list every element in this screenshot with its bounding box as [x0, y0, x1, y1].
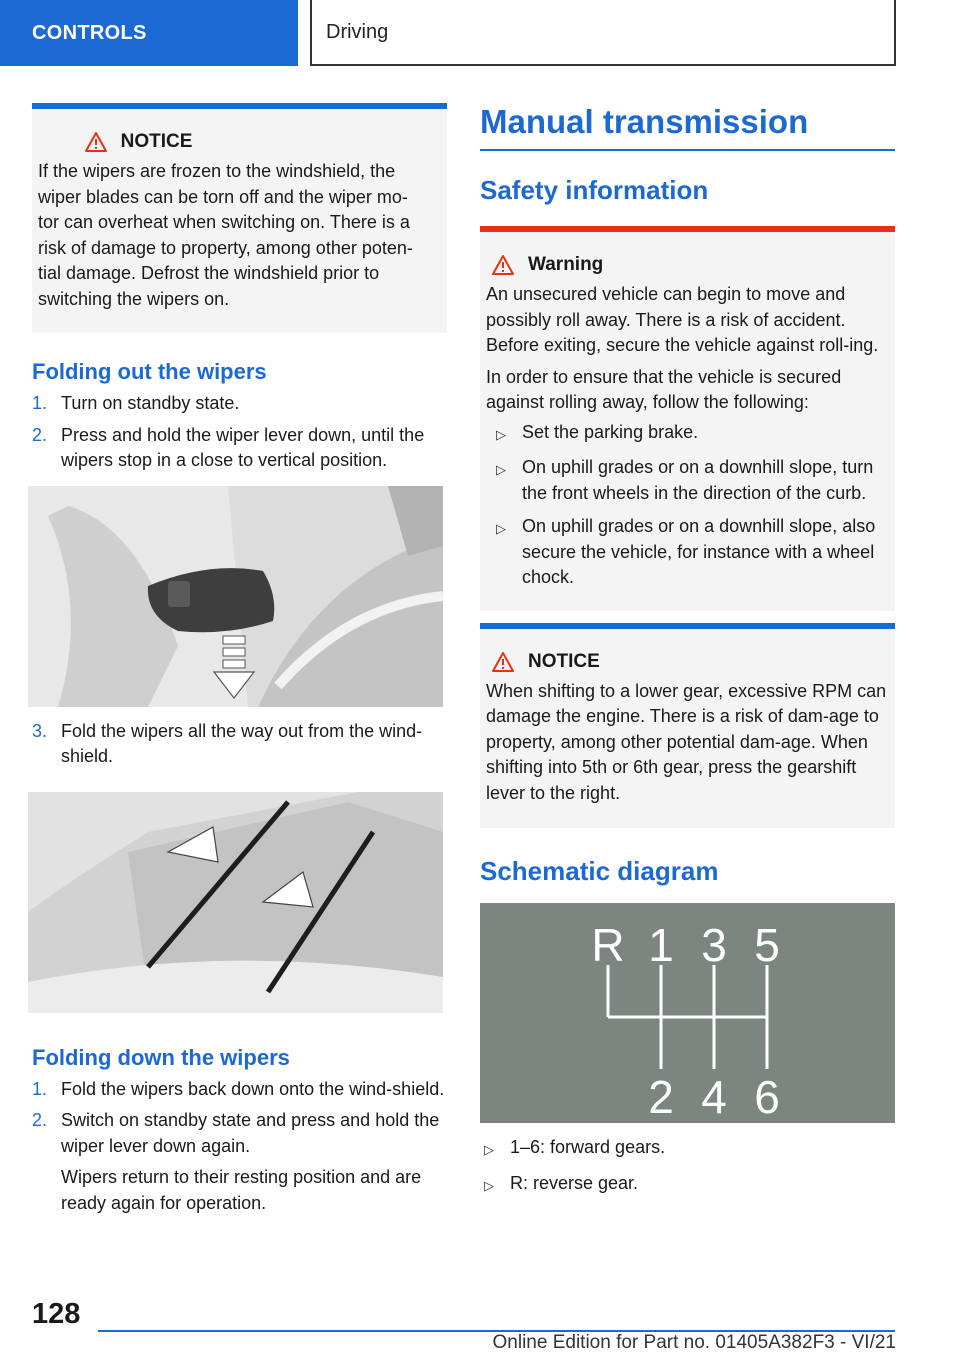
section-tab: CONTROLS: [0, 0, 298, 66]
left-column: [32, 103, 447, 1216]
triangle-bullet-icon: ▷: [496, 462, 506, 477]
notice-title: NOTICE: [120, 131, 193, 152]
step-text: Fold the wipers all the way out from the wind-shield.: [61, 720, 423, 766]
list-item: [32, 423, 447, 474]
list-item: [496, 455, 887, 506]
notice-paragraph: When shifting to a lower gear, excessive RPM can damage the engine. There is a risk of dam-age to property, among other potential dam-age. When shifting into 5th or 6th gear, press the gearshift lever to the right.: [486, 680, 887, 803]
gear-label-2: 2: [648, 1071, 674, 1123]
gear-schematic: [480, 903, 895, 1123]
warning-paragraph: In order to ensure that the vehicle is secured against rolling away, follow the following:: [486, 366, 842, 412]
bullet-text: On uphill grades or on a downhill slope, also secure the vehicle, for instance with a wheel chock.: [522, 516, 876, 587]
gear-label-4: 4: [701, 1071, 727, 1123]
gear-label-6: 6: [754, 1071, 780, 1123]
list-item: [484, 1135, 895, 1163]
heading-folding-out: Folding out the wipers: [32, 359, 267, 384]
heading-folding-down: Folding down the wipers: [32, 1044, 290, 1070]
list-item: [484, 1171, 895, 1199]
steps-folding-out: [32, 391, 447, 474]
notice-header: [486, 651, 887, 673]
bullet-text: Set the parking brake.: [522, 421, 699, 442]
list-item: [496, 420, 887, 448]
gear-label-5: 5: [754, 919, 780, 971]
chapter-title: Driving: [310, 0, 896, 66]
warning-bullets: [486, 420, 887, 591]
step-text: Fold the wipers back down onto the wind-shield.: [61, 1078, 445, 1099]
page-number: 128: [32, 1298, 81, 1330]
list-item: [32, 391, 447, 417]
wiper-lever-photo: [28, 486, 443, 707]
step-number: 1.: [32, 393, 48, 413]
step-text: Press and hold the wiper lever down, until the wipers stop in a close to vertical position.: [61, 424, 425, 470]
legend-text: R: reverse gear.: [510, 1172, 639, 1193]
notice-line: wiper blades can be torn off and the wiper mo-: [38, 186, 408, 207]
warning-title: Warning: [528, 254, 604, 275]
step-number: 2.: [32, 1110, 48, 1130]
windshield-illustration: [28, 792, 443, 1013]
page-title: Manual transmission: [480, 103, 895, 151]
list-item: [32, 719, 447, 770]
step-number: 3.: [32, 720, 48, 741]
triangle-bullet-icon: ▷: [484, 1177, 494, 1193]
notice-line: switching the wipers on.: [38, 288, 230, 309]
gear-label-1: 1: [648, 919, 674, 971]
warning-triangle-icon: [492, 652, 514, 672]
gear-legend: [480, 1135, 895, 1198]
heading-safety: Safety information: [480, 175, 709, 205]
bullet-text: On uphill grades or on a downhill slope, turn the front wheels in the direction of the curb.: [522, 457, 874, 503]
notice-header: [38, 131, 439, 153]
steps-folding-out-3: [32, 719, 447, 770]
triangle-bullet-icon: ▷: [484, 1142, 494, 1157]
gear-label-3: 3: [701, 919, 727, 971]
list-item: [496, 514, 887, 591]
heading-schematic: Schematic diagram: [480, 856, 719, 886]
step-text: Turn on standby state.: [61, 393, 240, 413]
gear-label-reverse: R: [591, 919, 625, 971]
warning-box: [480, 226, 895, 611]
triangle-bullet-icon: ▷: [496, 521, 506, 536]
notice-title: NOTICE: [528, 650, 600, 672]
step-text: Switch on standby state and press and hold the wiper lever down again.: [61, 1110, 440, 1156]
right-column: [480, 103, 895, 1206]
step-number: 1.: [32, 1078, 48, 1099]
list-item: [32, 1108, 447, 1159]
windshield-wipers-photo: [28, 792, 443, 1013]
list-item: [32, 1077, 447, 1103]
legend-text: 1–6: forward gears.: [510, 1137, 666, 1157]
warning-triangle-icon: [85, 132, 107, 152]
notice-line: If the wipers are frozen to the windshield, the: [38, 161, 396, 181]
notice-box-wipers: [32, 103, 447, 333]
footer-edition: Online Edition for Part no. 01405A382F3 - VI/21: [492, 1332, 896, 1353]
steps-folding-down: [32, 1077, 447, 1160]
notice-box-shifting: [480, 623, 895, 829]
triangle-bullet-icon: ▷: [496, 426, 506, 442]
notice-line: tial damage. Defrost the windshield prior to: [38, 263, 380, 283]
notice-line: risk of damage to property, among other poten-: [38, 237, 413, 258]
step-number: 2.: [32, 424, 48, 445]
wiper-lever-illustration: [28, 486, 443, 707]
gear-pattern-diagram: [480, 903, 895, 1123]
warning-header: [486, 254, 887, 276]
step-note: Wipers return to their resting position and are ready again for operation.: [61, 1167, 422, 1213]
notice-line: tor can overheat when switching on. There is a: [38, 212, 410, 232]
warning-paragraph: An unsecured vehicle can begin to move and possibly roll away. There is a risk of accident. Before exiting, secure the vehicle against roll-ing.: [486, 284, 879, 355]
warning-triangle-icon: [492, 255, 514, 275]
